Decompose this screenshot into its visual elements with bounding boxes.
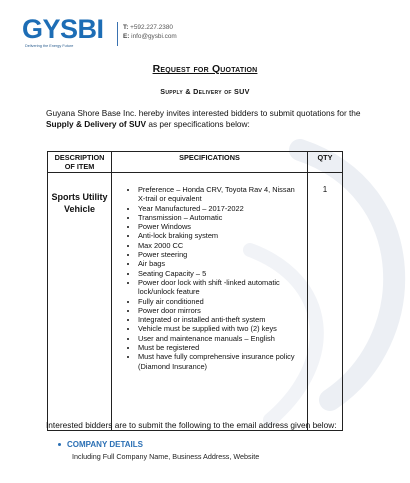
intro-text: Guyana Shore Base Inc. hereby invites interested bidders to submit quotations for the xyxy=(46,108,361,118)
spec-item: • Vehicle must be supplied with two (2) keys xyxy=(138,324,301,333)
contact-info xyxy=(123,24,177,41)
spec-item: • Anti-lock braking system xyxy=(138,231,301,240)
phone-label: T: xyxy=(123,24,129,31)
spec-item: • Power Windows xyxy=(138,222,301,231)
logo-text: GYSBI xyxy=(22,14,104,44)
header-divider xyxy=(117,22,118,46)
page-title xyxy=(0,63,410,75)
item-quantity: 1 xyxy=(308,173,343,431)
table-header-row xyxy=(48,152,343,173)
email-label: E: xyxy=(123,32,130,40)
table-row xyxy=(48,173,343,431)
spec-item: • Year Manufactured – 2017-2022 xyxy=(138,204,301,213)
header-specifications: SPECIFICATIONS xyxy=(112,152,308,173)
company-details-text: Including Full Company Name, Business Address, Website xyxy=(72,452,260,461)
spec-item: • Transmission – Automatic xyxy=(138,213,301,222)
spec-item: • User and maintenance manuals – English xyxy=(138,334,301,343)
company-logo xyxy=(22,14,108,54)
specifications-table xyxy=(47,151,343,431)
phone-number: +592.227.2380 xyxy=(130,24,173,31)
submission-instructions: Interested bidders are to submit the following to the email address given below: xyxy=(46,420,337,430)
spec-item: • Power steering xyxy=(138,250,301,259)
intro-bold: Supply & Delivery of SUV xyxy=(46,119,147,129)
company-details-heading xyxy=(58,440,143,449)
header-qty: QTY xyxy=(308,152,343,173)
company-details-title: COMPANY DETAILS xyxy=(67,440,144,449)
spec-item: • Power door mirrors xyxy=(138,306,301,315)
page-subtitle xyxy=(0,87,410,96)
item-specifications xyxy=(112,173,308,431)
spec-item: • Preference – Honda CRV, Toyota Rav 4, Nissan X-trail or equivalent xyxy=(138,185,301,204)
spec-item: • Fully air conditioned xyxy=(138,297,301,306)
spec-item: • Max 2000 CC xyxy=(138,241,301,250)
intro-end: as per specifications below: xyxy=(146,119,250,129)
logo-tagline: Delivering the Energy Future xyxy=(25,44,74,48)
spec-item: • Seating Capacity – 5 xyxy=(138,269,301,278)
spec-list xyxy=(124,185,301,371)
page-subtitle-text: Supply & Delivery of SUV xyxy=(160,87,250,96)
spec-item: • Power door lock with shift -linked automatic lock/unlock feature xyxy=(138,278,301,297)
email-address: info@gysbi.com xyxy=(131,32,177,40)
spec-item: • Integrated or installed anti-theft system xyxy=(138,315,301,324)
bullet-icon xyxy=(58,443,61,446)
intro-paragraph xyxy=(46,108,366,130)
page-title-text: Request for Quotation xyxy=(152,63,258,75)
spec-item: • Air bags xyxy=(138,259,301,268)
item-description: Sports Utility Vehicle xyxy=(48,173,112,431)
header-description: DESCRIPTION OF ITEM xyxy=(48,152,112,173)
spec-item: • Must be registered xyxy=(138,343,301,352)
spec-item: • Must have fully comprehensive insurance policy (Diamond Insurance) xyxy=(138,352,301,371)
